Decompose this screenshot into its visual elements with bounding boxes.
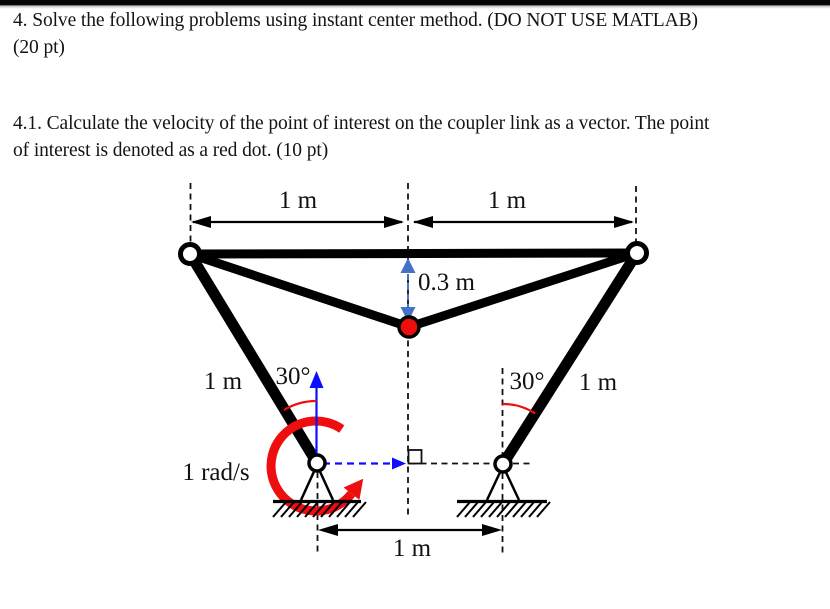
arrowhead-icon bbox=[191, 216, 211, 228]
section-header-line1: 4. Solve the following problems using instant center method. (DO NOT USE MATLAB) bbox=[13, 10, 698, 31]
arrowhead-icon bbox=[614, 216, 634, 228]
pivot-left bbox=[309, 455, 325, 471]
label-left-link-length: 1 m bbox=[203, 368, 243, 395]
coupler-top-bar bbox=[190, 253, 637, 254]
arrowhead-icon bbox=[482, 524, 502, 536]
problem-statement-line1: 4.1. Calculate the velocity of the point of interest on the coupler link as a vector. The point bbox=[13, 113, 710, 134]
joint-top-left bbox=[181, 245, 200, 264]
label-top-span-left: 1 m bbox=[278, 187, 318, 214]
point-of-interest-red-dot bbox=[399, 317, 419, 337]
rocker-link bbox=[503, 253, 637, 464]
label-right-link-angle: 30° bbox=[509, 368, 545, 395]
label-top-span-right: 1 m bbox=[487, 187, 527, 214]
angle-arcs bbox=[284, 401, 535, 414]
label-coupler-drop: 0.3 m bbox=[418, 269, 475, 296]
label-angular-velocity: 1 rad/s bbox=[182, 459, 250, 486]
dimension-top bbox=[191, 216, 634, 228]
section-header-line2: (20 pt) bbox=[13, 37, 65, 58]
ground-hatching-right bbox=[457, 502, 550, 517]
diagram-labels bbox=[182, 187, 617, 562]
pivot-right bbox=[495, 456, 511, 472]
up-arrowhead-icon bbox=[401, 258, 416, 273]
up-arrowhead-icon bbox=[310, 371, 324, 388]
label-right-link-length: 1 m bbox=[578, 369, 618, 396]
label-left-link-angle: 30° bbox=[275, 363, 311, 390]
dimension-coupler-drop bbox=[401, 258, 416, 322]
right-angle-marker-icon bbox=[409, 450, 422, 464]
problem-statement-line2: of interest is denoted as a red dot. (10 pt) bbox=[13, 140, 329, 161]
arrowhead-icon bbox=[384, 216, 404, 228]
arrowhead-icon bbox=[318, 524, 338, 536]
right-arrowhead-icon bbox=[392, 458, 406, 470]
label-ground-span: 1 m bbox=[392, 535, 432, 562]
arrowhead-icon bbox=[413, 216, 433, 228]
linkage-links bbox=[190, 253, 637, 464]
joint-top-right bbox=[628, 244, 647, 263]
